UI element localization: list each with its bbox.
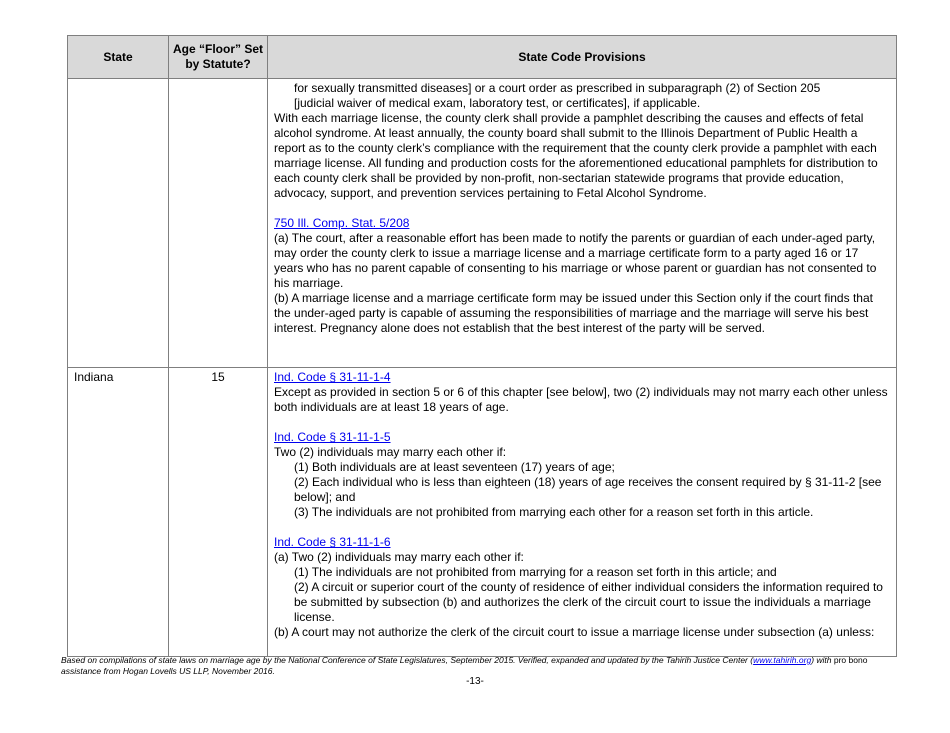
statute-link[interactable]: Ind. Code § 31-11-1-4 xyxy=(274,370,391,384)
provision-paragraph: Two (2) individuals may marry each other if: xyxy=(274,445,507,459)
header-age-floor: Age “Floor” Set by Statute? xyxy=(169,36,268,79)
footer-text: Based on compilations of state laws on marriage age by the National Conference of State Legislatures, September 2015. Verified, expanded and updated by the Tahirih Justice Center ( xyxy=(61,655,754,665)
provisions-cell xyxy=(268,79,897,368)
continued-line: for sexually transmitted diseases] or a court order as prescribed in subparagraph (2) of Section 205 xyxy=(294,81,821,95)
provision-item: (1) Both individuals are at least seventeen (17) years of age; xyxy=(294,460,615,474)
provision-paragraph: (b) A court may not authorize the clerk of the circuit court to issue a marriage license under subsection (a) unless: xyxy=(274,625,875,639)
continued-line: [judicial waiver of medical exam, laboratory test, or certificates], if applicable. xyxy=(294,96,701,110)
state-cell xyxy=(68,79,169,368)
footer-text: pro bono xyxy=(833,655,868,665)
age-cell: 15 xyxy=(169,368,268,657)
age-cell xyxy=(169,79,268,368)
provision-item: (1) The individuals are not prohibited from marrying for a reason set forth in this article; and xyxy=(294,565,777,579)
statute-link[interactable]: Ind. Code § 31-11-1-6 xyxy=(274,535,391,549)
header-provisions: State Code Provisions xyxy=(268,36,897,79)
provision-paragraph: (a) Two (2) individuals may marry each other if: xyxy=(274,550,524,564)
tahirih-link[interactable]: www.tahirih.org xyxy=(753,655,812,665)
provision-item: (2) A circuit or superior court of the county of residence of either individual considers the information required to be submitted by subsection (b) and authorizes the clerk of the circuit court to issue the individuals a marriage license. xyxy=(294,580,883,624)
footer-text: ) with xyxy=(811,655,834,665)
footer-note xyxy=(61,655,891,677)
marriage-age-table xyxy=(67,35,897,657)
table-row xyxy=(68,368,897,657)
page-number: -13- xyxy=(466,676,484,687)
footer-text: assistance from Hogan Lovells US LLP, November 2016. xyxy=(61,666,275,676)
provision-paragraph: (a) The court, after a reasonable effort has been made to notify the parents or guardian of each under-aged party, may order the county clerk to issue a marriage license and a marriage certificate form to a party aged 16 or 17 years who has no parent capable of consenting to his marriage or whose parent or guardian has not consented to his marriage. xyxy=(274,231,877,290)
provision-item: (3) The individuals are not prohibited from marrying each other for a reason set forth in this article. xyxy=(294,505,814,519)
provision-item: (2) Each individual who is less than eighteen (18) years of age receives the consent required by § 31-11-2 [see below]; and xyxy=(294,475,882,504)
table-row xyxy=(68,79,897,368)
statute-link[interactable]: Ind. Code § 31-11-1-5 xyxy=(274,430,391,444)
provisions-cell xyxy=(268,368,897,657)
header-state: State xyxy=(68,36,169,79)
statute-link[interactable]: 750 Ill. Comp. Stat. 5/208 xyxy=(274,216,410,230)
provision-paragraph: (b) A marriage license and a marriage certificate form may be issued under this Section only if the court finds that the under-aged party is capable of assuming the responsibilities of marriage and the marriage will serve his best interest. Pregnancy alone does not establish that the best interest of the party will be served. xyxy=(274,291,873,335)
provision-paragraph: With each marriage license, the county clerk shall provide a pamphlet describing the causes and effects of fetal alcohol syndrome. At least annually, the county board shall submit to the Illinois Department of Public Health a report as to the county clerk’s compliance with the requirement that the county clerk provide a pamphlet with each marriage license. All funding and production costs for the aforementioned educational pamphlets for distribution to each county clerk shall be provided by non-profit, non-sectarian statewide programs that provide education, advocacy, support, and prevention services pertaining to Fetal Alcohol Syndrome. xyxy=(274,111,878,200)
state-cell: Indiana xyxy=(68,368,169,657)
table-header-row xyxy=(68,36,897,79)
provision-paragraph: Except as provided in section 5 or 6 of this chapter [see below], two (2) individuals may not marry each other unless both individuals are at least 18 years of age. xyxy=(274,385,888,414)
